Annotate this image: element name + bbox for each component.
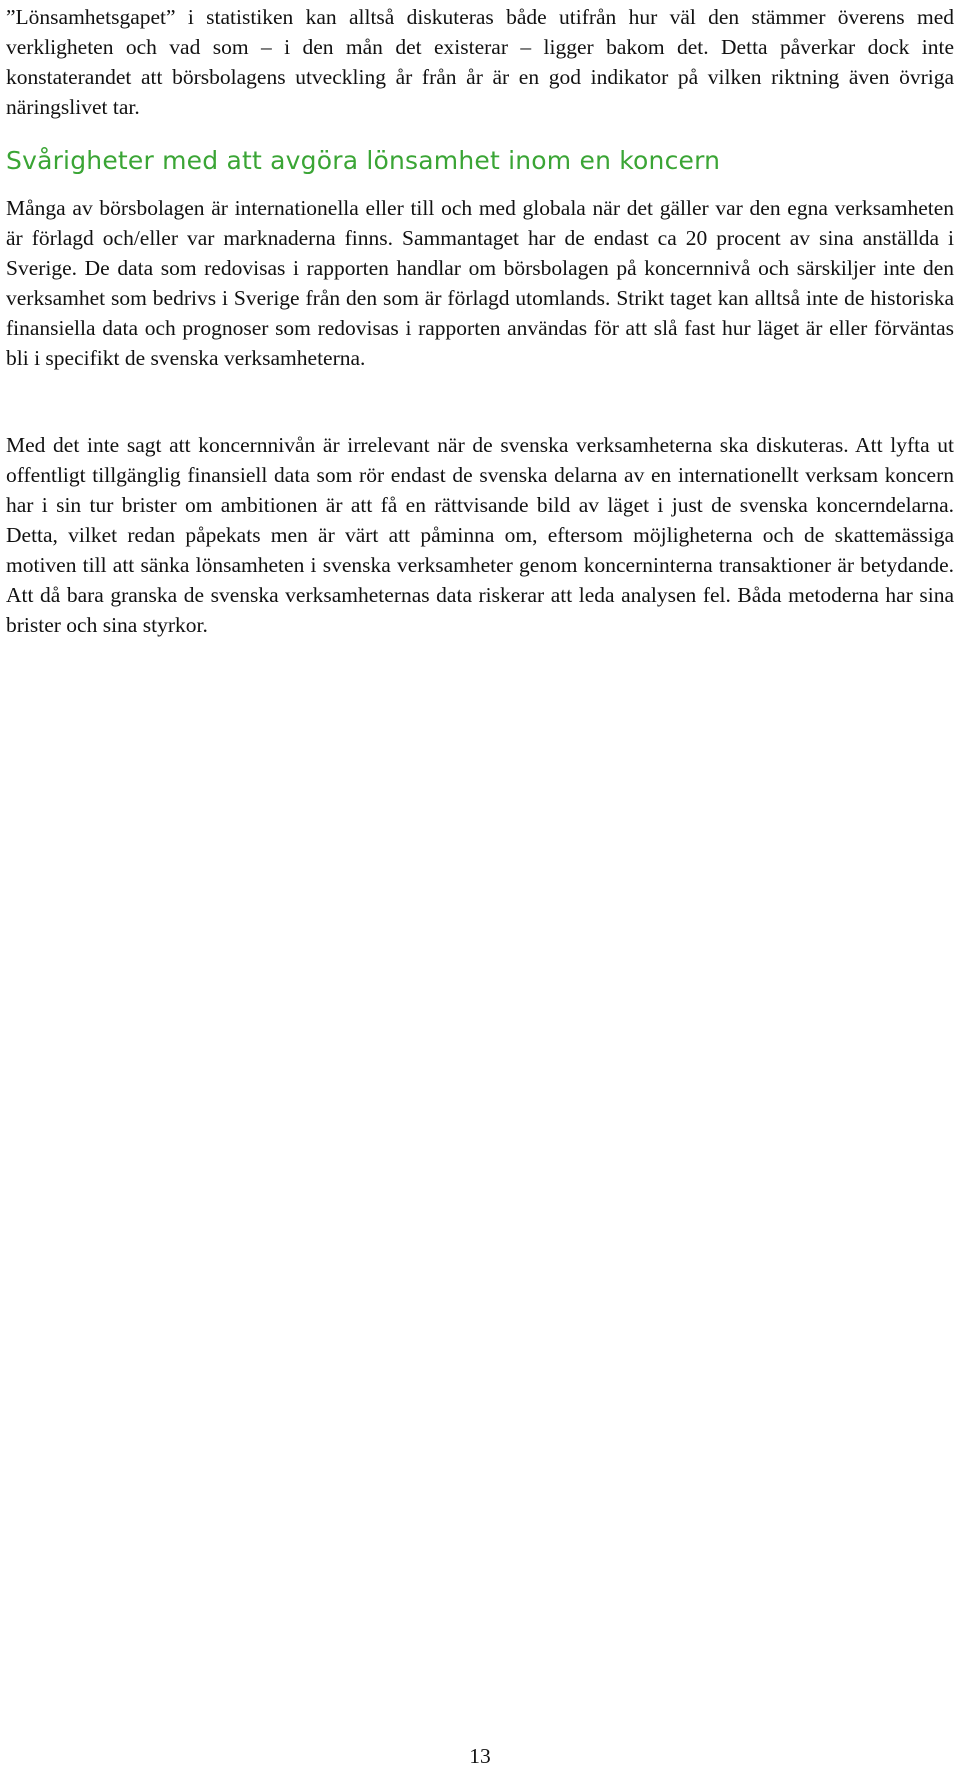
paragraph-body-2: Med det inte sagt att koncernnivån är irrelevant när de svenska verksamheterna ska diskuteras. Att lyfta ut offentligt tillgänglig finansiell data som rör endast de svenska delarna av en internationellt verksam koncern har i sin tur brister om ambitionen är att få en rättvisande bild av läget i just de svenska koncerndelarna. Detta, vilket redan påpekats men är värt att påminna om, eftersom möjligheterna och de skattemässiga motiven till att sänka lönsamheten i svenska verksamheter genom koncerninterna transaktioner är betydande. Att då bara granska de svenska verksamheternas data riskerar att leda analysen fel. Båda metoderna har sina brister och sina styrkor. [6,433,954,637]
section-heading: Svårigheter med att avgöra lönsamhet inom en koncern [6,146,721,175]
paragraph-body-1: Många av börsbolagen är internationella eller till och med globala när det gäller var den egna verksamheten är förlagd och/eller var marknaderna finns. Sammantaget har de endast ca 20 procent av sina anställda i Sverige. De data som redovisas i rapporten handlar om börsbolagen på koncernnivå och särskiljer inte den verksamhet som bedrivs i Sverige från den som är förlagd utomlands. Strikt taget kan alltså inte de historiska finansiella data och prognoser som redovisas i rapporten användas för att slå fast hur läget är eller förväntas bli i specifikt de svenska verksamheterna. [6,196,954,370]
paragraph-intro: ”Lönsamhetsgapet” i statistiken kan alltså diskuteras både utifrån hur väl den stämmer överens med verkligheten och vad som – i den mån det existerar – ligger bakom det. Detta påverkar dock inte konstaterandet att börsbolagens utveckling år från år är en god indikator på vilken riktning även övriga näringslivet tar. [6,5,954,119]
page-number: 13 [469,1744,491,1768]
